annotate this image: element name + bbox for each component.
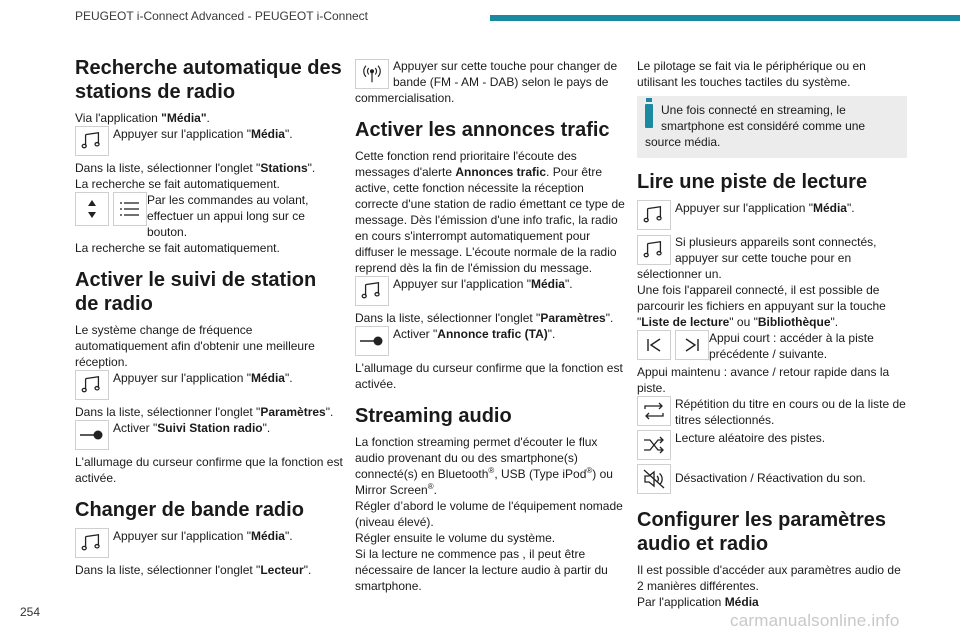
repeat-icon[interactable] [637, 396, 671, 426]
confirm-text: L'allumage du curseur confirme que la fonction est activée. [75, 455, 343, 485]
control-intro: Le pilotage se fait via le périphérique ou en utilisant les touches tactiles du système. [637, 59, 866, 89]
section-title-change-band: Changer de bande radio [75, 499, 304, 521]
step-press-media: Appuyer sur l'application "Média". [75, 126, 345, 160]
streaming-desc: La fonction streaming permet d'écouter le flux audio provenant du ou des smartphone(s) connecté(s) en Bluetooth®, USB (Type iPod®) ou Mirror Screen®. [355, 435, 613, 497]
select-settings-text-2: Dans la liste, sélectionner l'onglet "Paramètres". [355, 311, 614, 325]
shuffle-icon[interactable] [637, 430, 671, 460]
select-player-text: Dans la liste, sélectionner l'onglet "Lecteur". [75, 563, 312, 577]
toggle-switch-icon[interactable] [75, 420, 109, 450]
multi-device-text: Si plusieurs appareils sont connectés, appuyer sur cette touche pour en sélectionner un. [637, 235, 877, 281]
station-follow-desc: Le système change de fréquence automatiquement afin d'obtenir une meilleure réception. [75, 323, 315, 369]
section-title-station-follow: Activer le suivi de station de radio [75, 269, 317, 315]
header-accent-bar [490, 15, 960, 21]
column-3 [637, 58, 907, 610]
next-track-icon[interactable] [675, 330, 709, 360]
page-header [0, 0, 960, 40]
streaming-volume-1: Régler d’abord le volume de l'équipement nomade (niveau élevé). [355, 499, 623, 529]
toggle-switch-icon[interactable] [355, 326, 389, 356]
section-title-play-track: Lire une piste de lecture [637, 171, 868, 193]
browse-text: Une fois l'appareil connecté, il est possible de parcourir les fichiers en appuyant sur la touche "Liste de lecture" ou "Bibliothèque". [637, 283, 886, 329]
section-title-traffic: Activer les annonces trafic [355, 119, 610, 141]
step-prev-next: Appui court : accéder à la piste précédente / suivante. [637, 330, 907, 364]
previous-track-icon[interactable] [637, 330, 671, 360]
step-press-media-4: Appuyer sur l'application "Média". [355, 276, 625, 310]
step-activate-ta: Activer "Annonce trafic (TA)". [355, 326, 625, 360]
band-change-text: Appuyer sur cette touche pour changer de bande (FM - AM - DAB) selon le pays de commercialisation. [355, 59, 618, 105]
step-press-media-3: Appuyer sur l'application "Média". [75, 528, 345, 562]
radio-broadcast-icon[interactable] [355, 59, 389, 89]
traffic-desc: Cette fonction rend prioritaire l'écoute des messages d'alerte Annonces trafic. Pour être active, cette fonction nécessite la réception correcte d'une station de radio émettant ce type de message. Dès l'émission d'une info trafic, la radio en cours s'interrompt automatiquement pour diffuser le message. L'écoute normale de la radio reprend dès la fin de l'émission du message. [355, 149, 625, 275]
media-source-icon[interactable] [637, 235, 671, 265]
media-app-icon[interactable] [75, 126, 109, 156]
step-repeat: Répétition du titre en cours ou de la liste de titres sélectionnés. [637, 396, 907, 430]
media-app-icon[interactable] [637, 200, 671, 230]
step-activate-follow: Activer "Suivi Station radio". [75, 420, 345, 454]
configure-desc: Il est possible d'accéder aux paramètres audio de 2 manières différentes. [637, 563, 901, 593]
up-down-arrows-icon[interactable] [75, 192, 109, 226]
auto-search-text: La recherche se fait automatiquement. [75, 177, 280, 191]
select-stations-text: Dans la liste, sélectionner l'onglet "Stations". [75, 161, 316, 175]
page-number: 254 [20, 605, 41, 619]
step-mute: Désactivation / Réactivation du son. [637, 464, 907, 498]
step-shuffle: Lecture aléatoire des pistes. [637, 430, 907, 464]
streaming-start: Si la lecture ne commence pas , il peut être nécessaire de lancer la lecture audio à partir du smartphone. [355, 547, 608, 593]
streaming-volume-2: Régler ensuite le volume du système. [355, 531, 556, 545]
info-icon [645, 104, 653, 128]
via-media-text: Via l'application "Média". [75, 111, 210, 125]
media-app-icon[interactable] [75, 370, 109, 400]
section-title-configure: Configurer les paramètres audio et radio [637, 509, 886, 555]
list-icon[interactable] [113, 192, 147, 226]
column-1 [75, 50, 345, 578]
mute-icon[interactable] [637, 464, 671, 494]
section-title-auto-search: Recherche automatique des stations de radio [75, 57, 342, 103]
watermark: carmanualsonline.info [730, 611, 900, 630]
step-press-media-5: Appuyer sur l'application "Média". [637, 200, 907, 234]
step-steering-wheel: Par les commandes au volant, effectuer un appui long sur ce bouton. [75, 192, 345, 240]
header-title: PEUGEOT i-Connect Advanced - PEUGEOT i-Connect [75, 9, 369, 23]
confirm-text-2: L'allumage du curseur confirme que la fonction est activée. [355, 361, 623, 391]
select-settings-text: Dans la liste, sélectionner l'onglet "Paramètres". [75, 405, 334, 419]
auto-search-text-2: La recherche se fait automatiquement. [75, 241, 280, 255]
media-app-icon[interactable] [355, 276, 389, 306]
media-app-icon[interactable] [75, 528, 109, 558]
info-box: Une fois connecté en streaming, le smartphone est considéré comme une source média. [637, 96, 907, 158]
configure-via: Par l'application Média [637, 595, 759, 609]
long-press-text: Appui maintenu : avance / retour rapide dans la piste. [637, 365, 890, 395]
section-title-streaming: Streaming audio [355, 405, 512, 427]
column-2 [355, 58, 625, 594]
step-press-media-2: Appuyer sur l'application "Média". [75, 370, 345, 404]
